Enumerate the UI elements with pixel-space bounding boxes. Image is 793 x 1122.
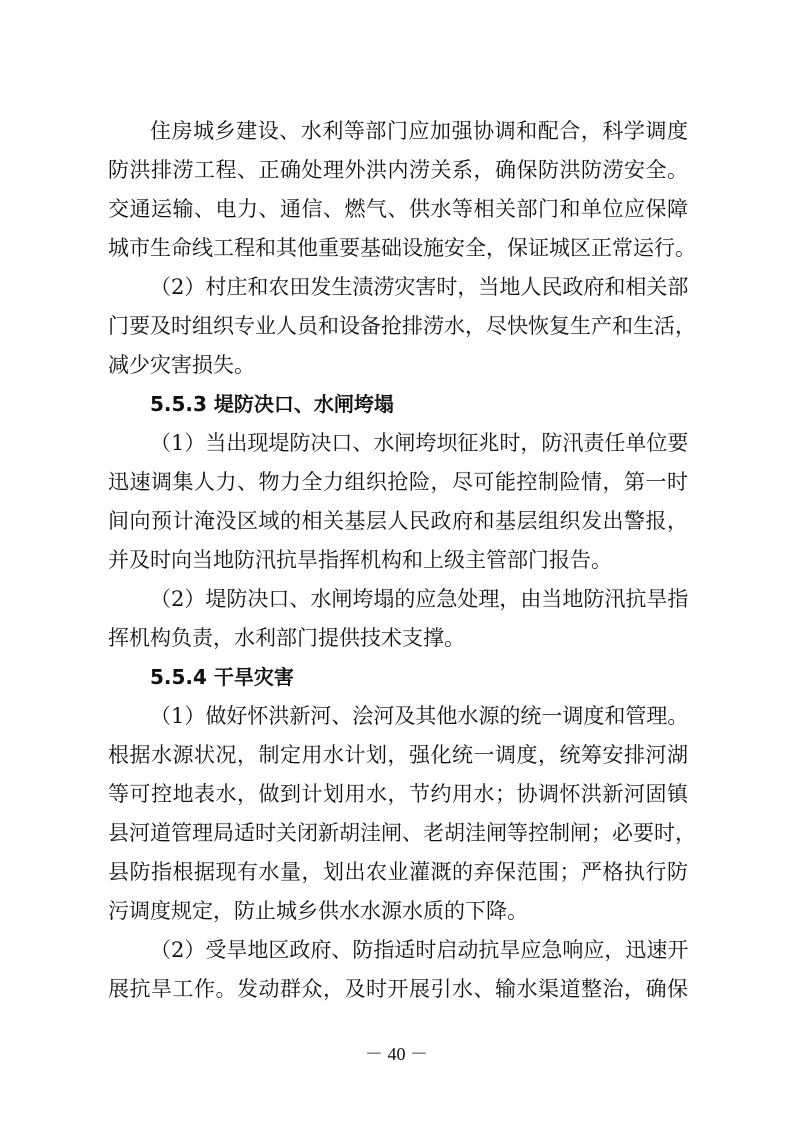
paragraph-line: 污调度规定，防止城乡供水水源水质的下降。 (108, 899, 528, 923)
paragraph-line: 等可控地表水，做到计划用水，节约用水；协调怀洪新河固镇 (108, 782, 688, 806)
section-heading-5-5-3: 5.5.3 堤防决口、水闸垮塌 (150, 392, 394, 416)
paragraph-line: 县防指根据现有水量，划出农业灌溉的弃保范围；严格执行防 (108, 860, 688, 884)
page-number: － 40 － (365, 1044, 428, 1064)
paragraph-line: 门要及时组织专业人员和设备抢排涝水，尽快恢复生产和生活， (108, 314, 696, 338)
paragraph-line: （1）当出现堤防决口、水闸垮坝征兆时，防汛责任单位要 (150, 431, 689, 455)
paragraph-line: 住房城乡建设、水利等部门应加强协调和配合，科学调度 (150, 119, 688, 143)
paragraph-line: 县河道管理局适时关闭新胡洼闸、老胡洼闸等控制闸；必要时， (108, 821, 696, 845)
paragraph-line: （1）做好怀洪新河、浍河及其他水源的统一调度和管理。 (150, 704, 689, 728)
paragraph-line: 间向预计淹没区域的相关基层人民政府和基层组织发出警报， (108, 509, 688, 533)
paragraph-line: 减少灾害损失。 (108, 353, 255, 377)
paragraph-line: 根据水源状况，制定用水计划，强化统一调度，统筹安排河湖 (108, 743, 688, 767)
section-heading-5-5-4: 5.5.4 干旱灾害 (150, 665, 294, 689)
paragraph-line: 展抗旱工作。发动群众，及时开展引水、输水渠道整治，确保 (108, 977, 688, 1001)
paragraph-line: 交通运输、电力、通信、燃气、供水等相关部门和单位应保障 (108, 197, 688, 221)
paragraph-line: 挥机构负责，水利部门提供技术支撑。 (108, 626, 465, 650)
paragraph-line: （2）村庄和农田发生渍涝灾害时，当地人民政府和相关部 (150, 275, 689, 299)
paragraph-line: 防洪排涝工程、正确处理外洪内涝关系，确保防洪防涝安全。 (108, 158, 688, 182)
paragraph-line: 并及时向当地防汛抗旱指挥机构和上级主管部门报告。 (108, 548, 612, 572)
paragraph-line: 城市生命线工程和其他重要基础设施安全，保证城区正常运行。 (108, 236, 696, 260)
paragraph-line: （2）受旱地区政府、防指适时启动抗旱应急响应，迅速开 (150, 938, 689, 962)
paragraph-line: （2）堤防决口、水闸垮塌的应急处理，由当地防汛抗旱指 (150, 587, 689, 611)
paragraph-line: 迅速调集人力、物力全力组织抢险，尽可能控制险情，第一时 (108, 470, 688, 494)
